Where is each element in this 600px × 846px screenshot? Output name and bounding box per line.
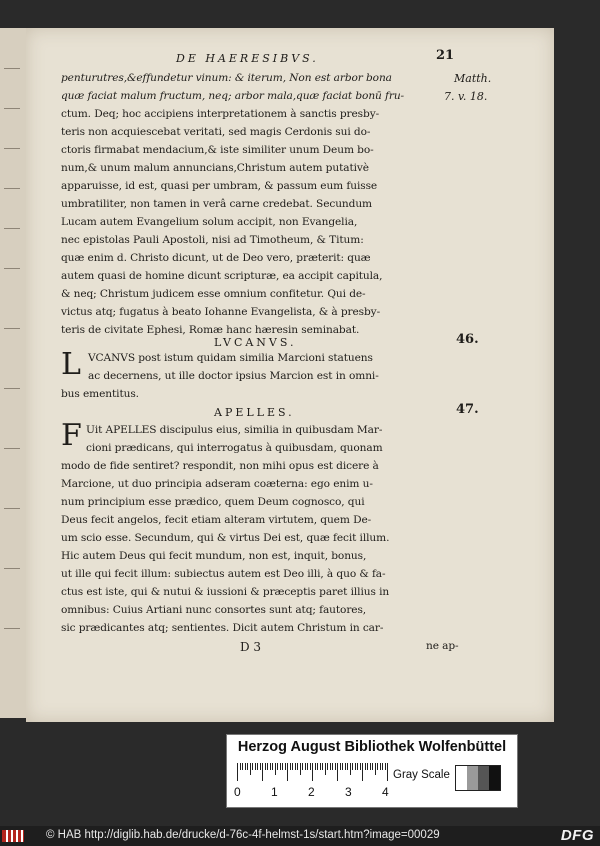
text-line: Uit APELLES discipulus eius, similia in quibusdam Mar- — [86, 424, 383, 436]
ruler-tick — [375, 763, 376, 775]
ruler-tick — [287, 763, 288, 781]
ruler-tick — [270, 763, 271, 770]
ruler-tick — [292, 763, 293, 770]
gray-swatch — [456, 766, 467, 790]
running-head: DE HAERESIBVS. — [176, 52, 319, 65]
ruler-tick — [322, 763, 323, 770]
ruler-tick — [325, 763, 326, 775]
ruler-tick — [247, 763, 248, 770]
ruler-tick — [312, 763, 313, 781]
text-line: autem quasi de homine dicunt scripturæ, ea accipit capitula, — [61, 270, 383, 282]
text-line: teris de civitate Ephesi, Romæ hanc hæresin seminabat. — [61, 324, 360, 336]
text-line: ctus est iste, qui & nutui & iussioni & præceptis paret illius in — [61, 586, 390, 598]
ruler-label: 1 — [271, 785, 278, 799]
text-line: ac decernens, ut ille doctor ipsius Marcion est in omni- — [88, 370, 379, 382]
ruler-tick — [355, 763, 356, 770]
ruler-tick — [352, 763, 353, 770]
drop-cap-f: F — [61, 418, 82, 453]
ruler-tick — [307, 763, 308, 770]
text-line: bus ementitus. — [61, 388, 139, 400]
ruler-label: 0 — [234, 785, 241, 799]
library-name: Herzog August Bibliothek Wolfenbüttel — [237, 739, 507, 755]
text-line: num principium esse prædico, quem Deum cognosco, qui — [61, 496, 365, 508]
ruler-tick — [245, 763, 246, 770]
text-line: nec epistolas Pauli Apostoli, nisi ad Timotheum, & Titum: — [61, 234, 364, 246]
ruler-tick — [257, 763, 258, 770]
text-line: umbratiliter, non tamen in verâ carne credebat. Secundum — [61, 198, 372, 210]
ruler-tick — [237, 763, 238, 781]
ruler-tick — [315, 763, 316, 770]
section-number-46: 46. — [456, 332, 479, 347]
ruler-tick — [267, 763, 268, 770]
ruler-tick — [385, 763, 386, 770]
ruler-tick — [262, 763, 263, 781]
ruler-tick — [372, 763, 373, 770]
ruler-tick — [285, 763, 286, 770]
ruler-tick — [350, 763, 351, 775]
text-line: quæ faciat malum fructum, neq; arbor mala,quæ faciat bonū fru- — [61, 90, 405, 102]
ruler-tick — [240, 763, 241, 770]
section-heading-apelles: APELLES. — [214, 406, 295, 419]
ruler-tick — [272, 763, 273, 770]
margin-note-line: 7. v. 18. — [444, 90, 488, 103]
scale-ruler — [237, 763, 387, 781]
ruler-tick — [347, 763, 348, 770]
ruler-label: 2 — [308, 785, 315, 799]
ruler-tick — [320, 763, 321, 770]
ruler-tick — [382, 763, 383, 770]
ruler-tick — [255, 763, 256, 770]
ruler-tick — [365, 763, 366, 770]
gray-swatch — [478, 766, 489, 790]
text-line: um scio esse. Secundum, qui & virtus Dei est, quæ fecit illum. — [61, 532, 390, 544]
ruler-tick — [275, 763, 276, 775]
ruler-tick — [380, 763, 381, 770]
ruler-tick — [332, 763, 333, 770]
ruler-tick — [367, 763, 368, 770]
ruler-tick — [302, 763, 303, 770]
ruler-tick — [252, 763, 253, 770]
catchword: ne ap- — [426, 640, 459, 652]
ruler-tick — [295, 763, 296, 770]
section-heading-lucanus: LVCANVS. — [214, 336, 297, 349]
ruler-tick — [330, 763, 331, 770]
gray-swatch — [489, 766, 500, 790]
text-line: victus atq; fugatus à beato Iohanne Evangelista, & à presby- — [61, 306, 381, 318]
gray-scale-swatches — [455, 765, 501, 791]
text-line: Marcione, ut duo principia adseram coæterna: ego enim u- — [61, 478, 373, 490]
gray-scale-label: Gray Scale — [393, 769, 450, 781]
text-line: apparuisse, id est, quasi per umbram, & passum eum fuisse — [61, 180, 378, 192]
ruler-tick — [342, 763, 343, 770]
ruler-tick — [260, 763, 261, 770]
text-line: num,& unum malum annuncians,Christum autem putativè — [61, 162, 369, 174]
ruler-tick — [290, 763, 291, 770]
hab-logo-icon — [2, 830, 24, 842]
ruler-tick — [370, 763, 371, 770]
text-line: omnibus: Cuius Artiani nunc consortes sunt atq; fautores, — [61, 604, 367, 616]
folio-number: 21 — [436, 48, 455, 63]
text-line: teris non acquiescebat veritati, sed magis Cerdonis sui do- — [61, 126, 371, 138]
footer-bar — [0, 826, 600, 846]
ruler-tick — [340, 763, 341, 770]
ruler-tick — [282, 763, 283, 770]
copyright-link[interactable]: © HAB http://diglib.hab.de/drucke/d-76c-4f-helmst-1s/start.htm?image=00029 — [46, 829, 440, 841]
ruler-tick — [300, 763, 301, 775]
ruler-tick — [377, 763, 378, 770]
ruler-tick — [242, 763, 243, 770]
ruler-tick — [327, 763, 328, 770]
ruler-tick — [297, 763, 298, 770]
ruler-tick — [265, 763, 266, 770]
ruler-tick — [357, 763, 358, 770]
text-line: Lucam autem Evangelium solum accipit, non Evangelia, — [61, 216, 358, 228]
text-line: quæ enim d. Christo dicunt, ut de Deo vero, præterit: quæ — [61, 252, 371, 264]
ruler-label: 4 — [382, 785, 389, 799]
text-line: cioni prædicans, qui interrogatus à quibusdam, quonam — [86, 442, 383, 454]
ruler-tick — [280, 763, 281, 770]
text-line: sic prædicantes atq; sentientes. Dicit autem Christum in car- — [61, 622, 384, 634]
text-line: VCANVS post istum quidam similia Marcioni statuens — [88, 352, 373, 364]
ruler-tick — [310, 763, 311, 770]
ruler-tick — [335, 763, 336, 770]
ruler-tick — [360, 763, 361, 770]
drop-cap-l: L — [61, 347, 81, 382]
dfg-logo: DFG — [560, 827, 594, 844]
text-line: modo de fide sentiret? respondit, non mihi opus est dicere à — [61, 460, 379, 472]
ruler-tick — [337, 763, 338, 781]
text-line: & neq; Christum judicem esse omnium confitetur. Qui de- — [61, 288, 366, 300]
ruler-tick — [387, 763, 388, 781]
text-line: ctum. Deq; hoc accipiens interpretationem à sanctis presby- — [61, 108, 380, 120]
ruler-tick — [277, 763, 278, 770]
ruler-tick — [250, 763, 251, 775]
ruler-tick — [362, 763, 363, 781]
ruler-label: 3 — [345, 785, 352, 799]
section-number-47: 47. — [456, 402, 479, 417]
ruler-tick — [305, 763, 306, 770]
ruler-tick — [345, 763, 346, 770]
text-line: Hic autem Deus qui fecit mundum, non est, inquit, bonus, — [61, 550, 367, 562]
scanned-book-page — [26, 28, 554, 722]
text-line: Deus fecit angelos, fecit etiam alteram virtutem, quem De- — [61, 514, 372, 526]
text-line: ctoris firmabat mendacium,& iste similiter unum Deum bo- — [61, 144, 374, 156]
gray-swatch — [467, 766, 478, 790]
ruler-tick — [317, 763, 318, 770]
signature-mark: D 3 — [240, 640, 262, 654]
margin-note-line: Matth. — [454, 72, 492, 85]
previous-page-edge — [0, 28, 28, 718]
color-calibration-bar — [226, 734, 518, 808]
text-line: penturutres,&effundetur vinum: & iterum, Non est arbor bona — [61, 72, 392, 84]
text-line: ut ille qui fecit illum: subiectus autem est Deo illi, à quo & fa- — [61, 568, 386, 580]
